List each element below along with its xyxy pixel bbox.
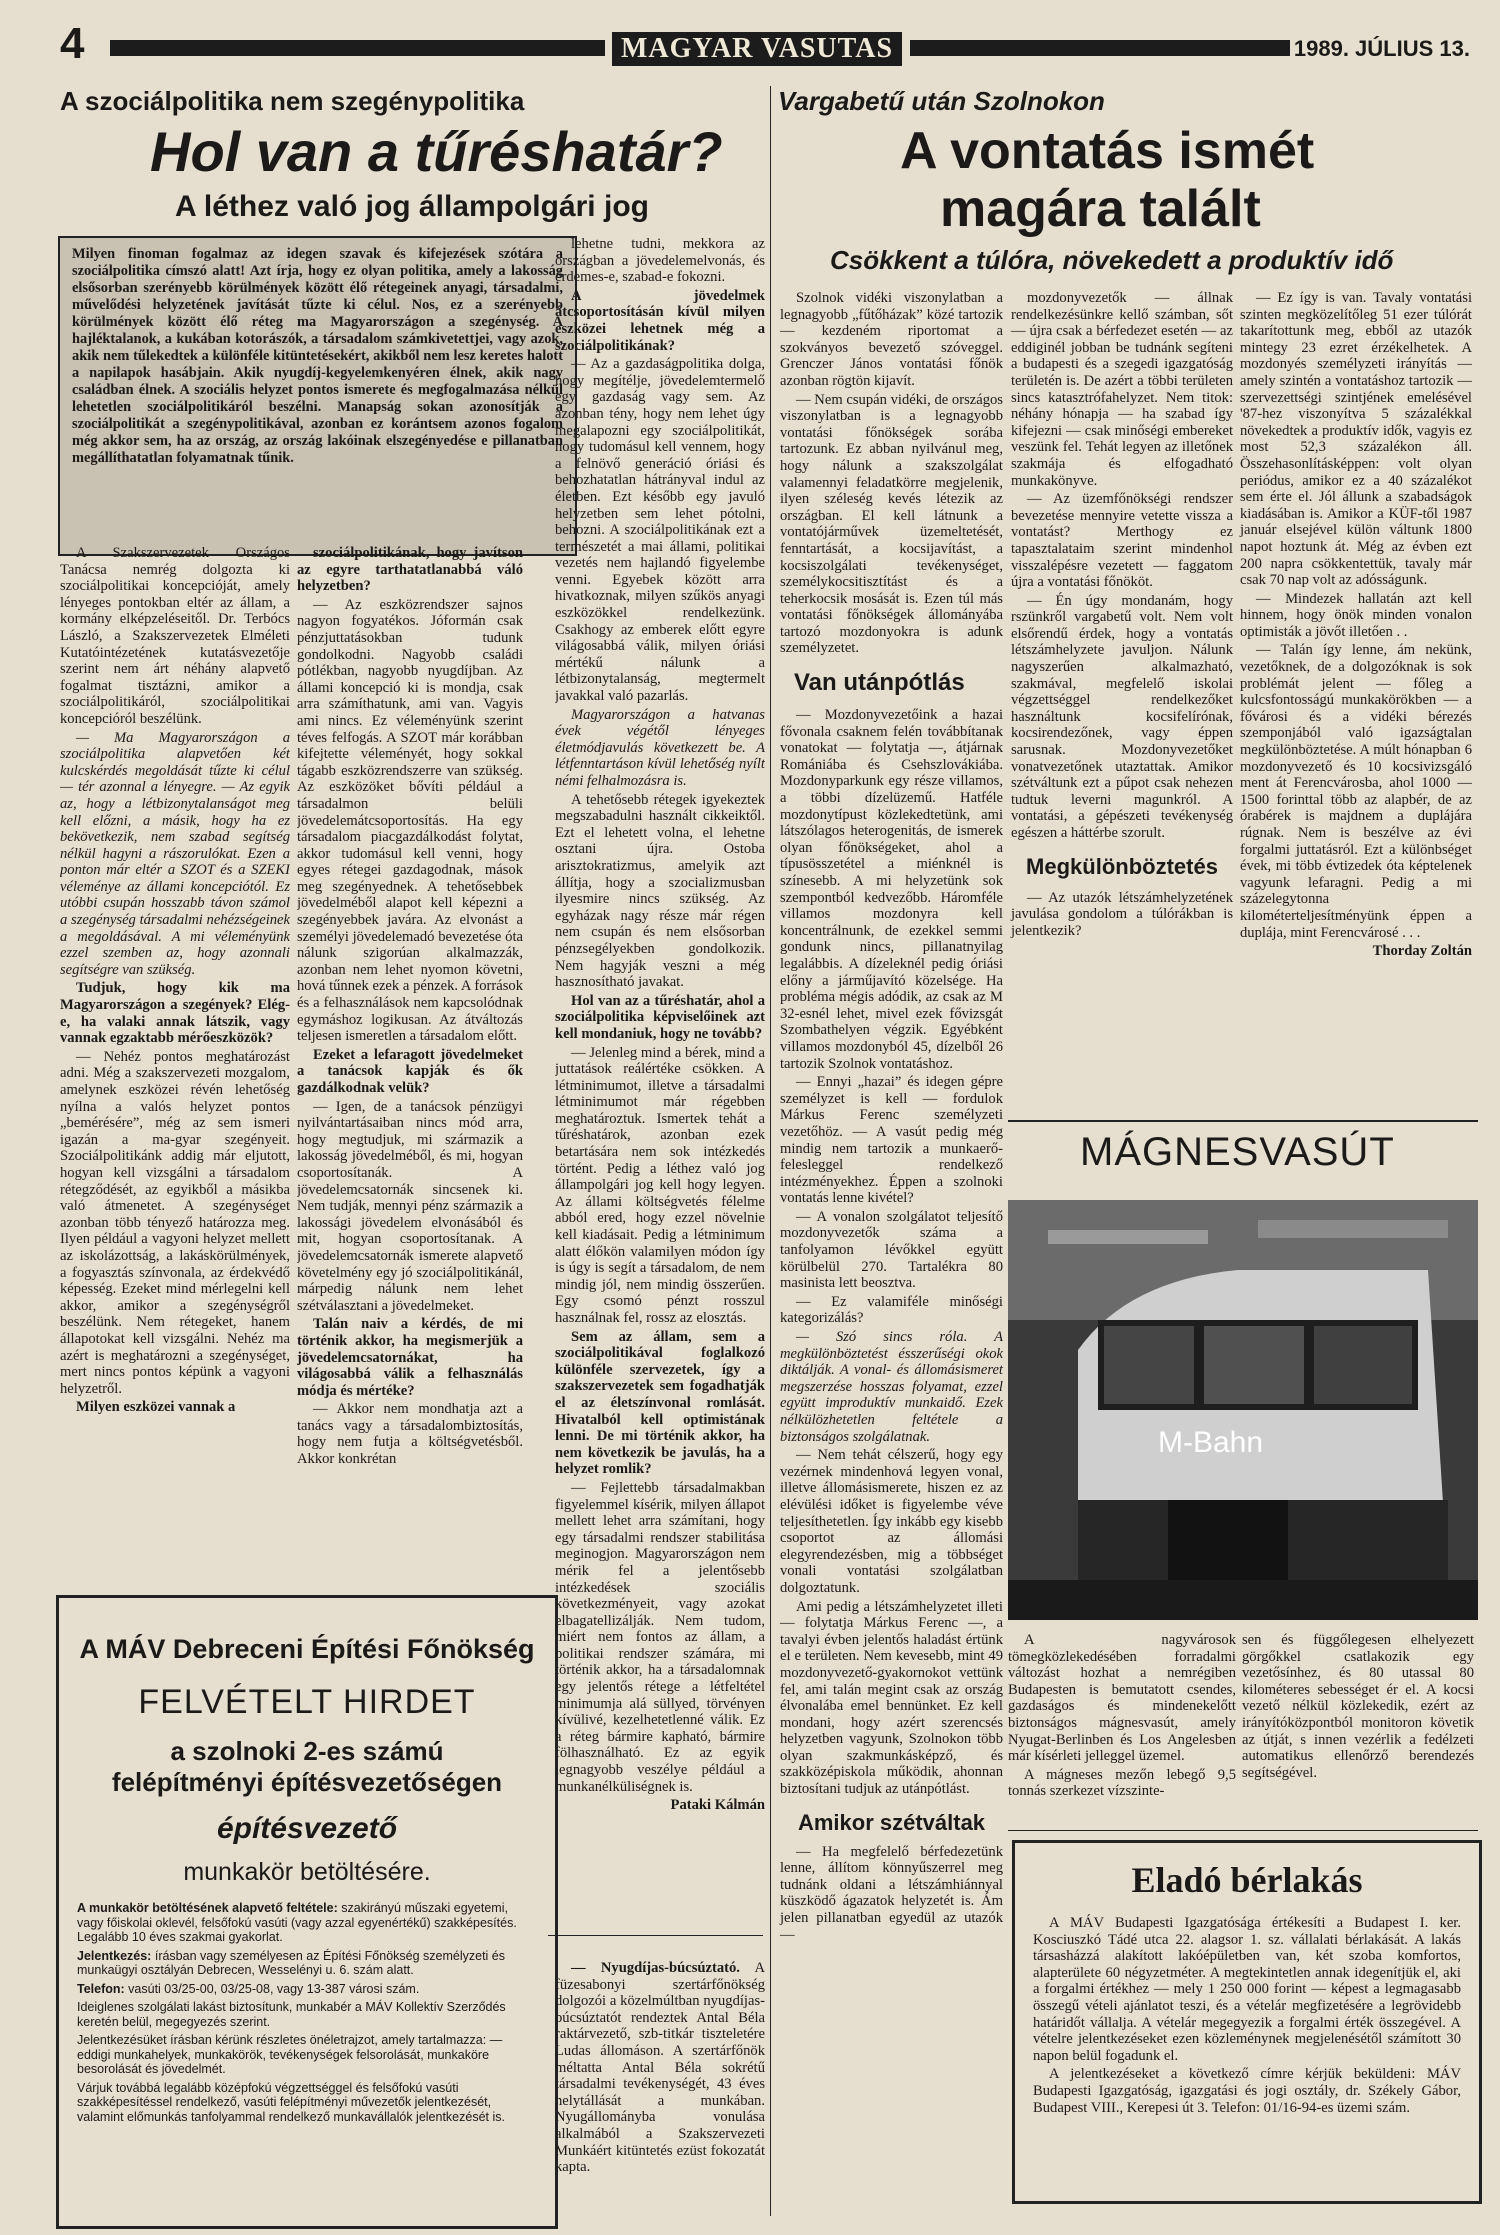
section-utanpotlas: Van utánpótlás <box>794 669 965 697</box>
para: — A vonalon szolgálatot teljesítő mozdonyvezetők száma a tanfolyamon lévőkkel együtt körülbelül 270. Tartalékra 80 masinista lett beosztva. <box>780 1208 1003 1292</box>
para: — Az üzemfőnökségi rendszer bevezetése mennyire vetette vissza a vontatást? Merthogy ez tapasztalataim szerint mindenhol visszalépésre vezetett — faggatom újra a vontatási főnököt. <box>1011 491 1233 591</box>
para: — Szó sincs róla. A megkülönböztetést ésszerűségi okok diktálják. A vonal- és állomásismeret megszerzése hosszas folyamat, ezzel együtt improduktív munkaidő. Ezek nélkülözhetetlen feltétele a biztonságos szolgálatnak. <box>780 1329 1003 1445</box>
left-column-2 <box>297 545 523 1595</box>
para: — Akkor nem mondhatja azt a tanács vagy a társadalombiztosítás, hogy nem futja a költségvetésből. Akkor konkrétan <box>297 1401 523 1468</box>
question: Talán naiv a kérdés, de mi történik akkor, ha megismerjük a jövedelemcsatornákat, ha világosabbá válik a felhasználás módja és mértéke? <box>297 1316 523 1399</box>
para: — Az a gazdaságpolitika dolga, hogy megítélje, jövedelemtermelő egy gazdaság vagy sem. Az azonban tény, hogy nem lehet úgy megalapozni egy szociálpolitikát, hogy tudomásul kell vennem, hogy a felnövő generáció óriási és behozhatatlan hátrányval indul az életben. Ezt később egy javuló helyzetben sem lehet pótolni, behozni. A szociálpolitikának ezt a természetét a mai állami, politikai vezetés nem hajlandó figyelembe venni. Egyebek között arra hivatkoznak, milyen szűkös anyagi eszközökkel rendelkezünk. Csakhogy az emberek előtt egyre világosabbá válik, milyen óriási mértékű nálunk a létbizonytalanság, megtermelt javakkal való pazarlás. <box>555 356 765 705</box>
para: — Fejlettebb társadalmakban figyelemmel kísérik, milyen állapot mellett lehet arra számítani, hogy egy társadalmi rendszer stabilitása meginogjon. Magyarországon nem mérik fel a jelentősebb intézkedések szociális következményeit, vagy azokat elbagatellizálják. Nem tudom, miért nem fontos az állam, a politikai rendszer számára, mi történik akkor, ha a társadalomnak egy jelentős rétege a létfeltétel minimumja alá süllyed, törvényen kívülivé, kezelhetetlenné válik. Ez a réteg bármire kapható, bármire fölhasználható. Ez az egyik legnagyobb veszélye például a munkanélküliségnek is. <box>555 1479 765 1795</box>
magnesvasut-title: MÁGNESVASÚT <box>1080 1130 1395 1174</box>
issue-date: 1989. JÚLIUS 13. <box>1293 36 1470 61</box>
para: A MÁV Budapesti Igazgatósága értékesíti a Budapest I. ker. Kosciuszkó Tádé utca 22. alagsor 1. sz. vállalati bérlakását. A lakás társasházzá alakított lakóépületben van, két szoba komfortos, alapterülete 60 négyzetméter. A megtekintetlen annak idegenítjük el, aki a forgalmi értékhez — mely 1 250 000 forint — képest a legmagasabb összegű vételi ajánlatot teszi, és a vételár megfizetésére a legrövidebb határidőt vállalja. A vételár megegyezik a forgalmi érték összegével. A vételre jelentkezéseket ezen közleménynek megjelenésétől számított 30 napon belül fogadunk el. <box>1033 1915 1461 2064</box>
para: A mágneses mezőn lebegő 9,5 tonnás szerkezet vízszinte- <box>1008 1766 1236 1800</box>
ad-p2-label: Jelentkezés: <box>77 1948 152 1963</box>
notice-text: A füzesabonyi szertárfőnökség dolgozói a közelmúltban nyugdíjas-búcsúztatót rendeztek Antal Béla raktárvezető, szb-titkár tiszteletére Ludas állomáson. A szertárfőnök méltatta Antal Béla sokrétű társadalmi tevékenységét, 43 éves helytállását a munkában. Nyugállományba vonulása alkalmából a Szakszervezeti Munkáért kitüntetés ezüst fokozatát kapta. <box>555 1960 765 2176</box>
left-kicker: A szociálpolitika nem szegénypolitika <box>60 86 525 116</box>
ad-p4: Ideiglenes szolgálati lakást biztosítunk, munkabér a MÁV Kollektív Szerződés keretén belül, megegyezés szerint. <box>77 2000 506 2029</box>
para: A tehetősebb rétegek igyekeztek megszabadulni használt cikkeiktől. Ezt el lehetett volna, el lehetne osztani újra. Ostoba arisztokratizmus, amelyik azt állítja, hogy a szocializmusban ilyesmire nincs szükség. Az egyházak nagy része már régen nem csupán és nem elsősorban pénzsegélyekben gondolkozik. Nem hagyják veszni a még hasznosítható javakat. <box>555 791 765 991</box>
magnesvasut-col1 <box>1008 1632 1236 1802</box>
para: Ami pedig a létszámhelyzetet illeti — folytatja Márkus Ferenc —, a tavalyi évben jelentős haladást értünk el e területen. Nem kevesebb, mint 49 mozdonyvezető-gyakornokot vettünk fel, ami talán megint csak az ország élvonalába emel bennünket. Ez kell mondani, hogy azért szerencsés helyzetben vagyunk, Szolnokon több olyan szakmunkásképző, és szakközépiskola működik, ahonnan biztosítani tudjuk az utánpótlást. <box>780 1598 1003 1798</box>
para: Szolnok vidéki viszonylatban a legnagyobb „fűtőházak” közé tartozik — kezdeném riportomat a szokványos bevezető szóveggel. Grenczer János vontatási főnök azonban rögtön kijavít. <box>780 290 1003 389</box>
ad-line5: építésvezető <box>216 1812 398 1845</box>
para: — Mindezek hallatán azt kell hinnem, hogy önök minden vonalon optimisták a jövőt illetően . . <box>1240 590 1472 640</box>
magnesvasut-col2 <box>1242 1632 1474 1783</box>
mbahn-photo <box>1008 1200 1478 1620</box>
para: — Mozdonyvezetőink a hazai fővonala csaknem felén továbbítanak vonatokat — folytatja —, átjárnak Romániába és Csehszlovákiába. Mozdonyparkunk egy része villamos, a többi dízelüzemű. Hatféle mozdonytípust közlekedtetünk, ami látszólagos heterogenitás, de ismerek olyan főnökségeket, ahol a típusösszetétel a miénknél is színesebb. A mi helyzetünk sok szempontból kedvezőbb. Háromféle villamos mozdonyra kell koncentrálnunk, de ezekkel semmi gondunk nincs, pillanatnyilag legalábbis. A dízeleknél pedig óriási előny a járműjavító közelsége. Ha probléma mégis adódik, az csak az M 32-esnél lehet, mivel ezek fővizsgát Szombathelyen végzik. Egyébként villamos mozdonyból 45, dízelből 26 tartozik Szolnok vontatáshoz. <box>780 707 1003 1072</box>
para: — Ha megfelelő bérfedezetünk lenne, állítom könnyűszerrel meg tudnánk oldani a létszámhiánnyal küszködő ágazatok helyzetét is. Ám jelen pillanatban egyedül az utazók — <box>780 1843 1003 1943</box>
right-headline-2: magára talált <box>940 180 1261 238</box>
ad-line6: munkakör betöltésére. <box>183 1858 431 1886</box>
para: — Ma Magyarországon a szociálpolitika alapvetően két kulcskérdés megoldását tűzte ki célul — tér azonnal a lényegre. — Az egyik az, hogy a létbizonytalanságot meg kell előzni, a másik, hogy ha ez bekövetkezik, nem szabad segítség nélkül hagyni a rászorulókat. Ezen a ponton már eltér a SZOT és a SZEKI véleménye az állami koncepciótól. Ez utóbbi csupán hosszabb távon számol a szegénység társadalmi nehézségeinek a megoldásával. A mi véleményünk ezzel szemben az, hogy azonnali segítségre van szükség. <box>60 729 290 978</box>
mbahn-train-illustration <box>1008 1200 1478 1620</box>
para: sen és függőlegesen elhelyezett görgőkkel csatlakozik egy vezetősínhez, és 80 utassal 80 kilométeres sebességet ér el. A kocsi vezető nélkül közlekedik, ezért az irányítóközpontból monitoron követik az útját, s innen vezérlik a fedélzeti automatikus ellenőrző berendezés segítségével. <box>1242 1632 1474 1781</box>
masthead-bar-left <box>110 40 605 56</box>
para: lehetne tudni, mekkora az országban a jövedelemelvonás, és érdemes-e, szabad-e fokozni. <box>555 236 765 286</box>
question: Hol van az a tűréshatár, ahol a szociálpolitika képviselőinek azt kell mondaniuk, hogy ne tovább? <box>555 992 765 1042</box>
question: Ezeket a lefaragott jövedelmeket a tanácsok kapják és ők gazdálkodnak velük? <box>297 1046 523 1096</box>
question: Milyen eszközei vannak a <box>76 1399 236 1416</box>
para: — Én úgy mondanám, hogy rszünkről vargabetű volt. Nem volt elsőrendű érdek, hogy a vontatás létszámhelyzete javuljon. Nálunk nagyszerűen alkalmazható, szakmával, megfelelő iskolai végzettséggel rendelkezőket használtunk kocsifelírónak, kocsirendezőnek, vagy éppen sarusnak. Mozdonyvezetőket vonatvezetőnek utaztattak. Amikor szétváltunk ezt a pűpot csak nehezen tudtuk leverni magunkról. A vontatási, a gépészeti tevékenység egészen a háttérbe szorult. <box>1011 592 1233 841</box>
right-column-b <box>1011 290 1233 941</box>
right-byline: Thorday Zoltán <box>1372 943 1472 960</box>
para: — Talán így lenne, ám nekünk, vezetőknek, de a dolgozóknak is sok problémát jelent — főleg a kulcsfontosságú munkakörökben — a fővárosi és a vidéki bérezés szemponjából való igazságtalan megkülönböztetése. A múlt hónapban 6 mozdonyvezető és 10 kocsivizsgáló ment át Ferencvárosba, ahol 1000 — 1500 forinttal több az alapbér, de az órabérek is majdnem a duplájára rúgnak. Nem is beszélve az évi forgalmi juttatásról. Ezt a különbséget évek, mi több évtizedek óta képtelenek vagyunk lefaragni. Pedig a mi százelegytonna kilométerteljesítményünk éppen a duplája, mint Ferencvárosé . . . <box>1240 642 1472 941</box>
para: — Az utazók létszámhelyzetének javulása gondolom a túlórákban is jelentkezik? <box>1011 889 1233 939</box>
notice-nyugdijas <box>555 1960 765 2178</box>
para: — Nehéz pontos meghatározást adni. Még a szakszervezeti mozgalom, amelynek eszközei révén lehetőség nyílna a valós helyzet pontos „bemérésére”, még az sem ismeri igazán a ma-gyar szegényeit. Szociálpolitikánk addig már eljutott, hogyan kell vizsgálni a társadalom rétegződését, az egyikből a másikba való átmenetet. A szegénységet azonban több tényező határozza meg. Ilyen például a vagyoni helyzet mellett az iskolázottság, a lakáskörülmények, a fogyasztás színvonala, az érdekvédő képesség. Ezeket mind mérlegelni kell akkor, amikor a szegénységről beszélünk. Nem rétegeket, hanem állapotokat kell vizsgálni. Nehéz ma azért is meghatározni a szegénységet, mert nincs pontos képünk a vagyoni helyzetről. <box>60 1048 290 1397</box>
ad-line4: felépítményi építésvezetőségen <box>111 1767 503 1797</box>
para: Magyarországon a hatvanas évek végétől lényeges életmódjavulás következett be. A létfenntartáson kívül lehetőség nyílt némi felhalmozásra is. <box>555 706 765 789</box>
ad-p3-label: Telefon: <box>77 1981 125 1996</box>
section-megkulonbozetes: Megkülönböztetés <box>1026 853 1218 879</box>
para: — Igen, de a tanácsok pénzügyi nyilvántartásaiban nincs mód arra, hogy megtudjuk, mi származik a lakosság jövedelméből, és mi, hogyan csoportosítanák. A jövedelemcsatornák sincsenek ki. Nem tudják, mennyi pénz származik a lakossági jövedelem elvonásából és mit, hogyan csoportosítanak. A jövedelemcsatornák ismerete alapvető követelmény egy jó szociálpolitikánál, márpedig nálunk nem lehet szétválasztani a jövedelmeket. <box>297 1098 523 1314</box>
para: — Ennyi „hazai” és idegen gépre személyzet is kell — fordulok Márkus Ferenc személyzeti vezetőhöz. — A vasút pedig még mindig nem tartozik a munkaerő-felesleggel rendelkező intézményekhez. Éppen a szolnoki vontatás lenne kivétel? <box>780 1074 1003 1207</box>
left-byline: Pataki Kálmán <box>670 1797 765 1814</box>
ad-p3-text: vasúti 03/25-00, 03/25-08, vagy 13-387 városi szám. <box>128 1981 420 1996</box>
ad-line2: FELVÉTELT HIRDET <box>138 1683 476 1721</box>
right-column-a <box>780 290 1003 1945</box>
divider <box>548 1935 763 1936</box>
para: — Az eszközrendszer sajnos nagyon fogyatékos. Jóformán csak pénzjuttatásokban tudunk gondolkodni. Nagyobb családi pótlékban, nagyobb nyugdíjban. Az állami koncepció ki is mondja, csak arra számíthatunk, ami van. Vagyis ami nincs. Ez véleményünk szerint téves felfogás. A SZOT már korábban kifejtette véleményét, hogy sokkal tágabb eszközrendszerre van szükség. Az eszközöket bővíti például a társadalmon belüli jövedelemátcsoportosítás. Ha egy társadalom piacgazdálkodást folytat, akkor tudomásul kell venni, hogy egyes rétegei gazdagodnak, mások meg szegényednek. A tehetősebbek jövedelméből alapot kell képezni a szegényebbek javára. Az elvonást a személyi jövedelemadó bevezetése óta nálunk szigorúan alkalmazzák, azonban nem lehet nyomon követni, hová tűnnek ezek a pénzek. A források és a felhasználások nem kapcsolódnak egymáshoz logikusan. Az átváltozás teljesen ismeretlen a társadalom előtt. <box>297 596 523 1045</box>
right-column-c <box>1240 290 1472 960</box>
para: A Szakszervezetek Országos Tanácsa nemrég dolgozta ki szociálpolitikai koncepcióját, amely lényeges pontokban eltér az állam, a kormány elképzeléseitől. Dr. Terbócs László, a Szakszervezetek Elméleti Kutatóintézetének kutatásvezetője szerint nem árt néhány alapvető fogalmat tisztázni, amikor a szociálpolitikáról, szociálpolitikai koncepcióról beszélünk. <box>60 545 290 727</box>
ad-body <box>77 1901 537 2124</box>
ad-p5: Jelentkezésüket írásban kérünk részletes önéletrajzot, amely tartalmazza: — eddigi munkahelyek, munkakörök, tevékenységek felsorolását, munkaköre besorolását és jövedelmét. <box>77 2033 503 2076</box>
ad-p1-text: szakirányú műszaki egyetemi, vagy főiskolai oklevél, felsőfokú vasúti (vagy azzal egyenértékű) szakképesítés. Legalább 10 éves szakmai gyakorlat. <box>77 1901 517 1944</box>
paper-title: MAGYAR VASUTAS <box>612 32 902 66</box>
notice-lead: — Nyugdíjas-búcsúztató. <box>571 1960 740 1976</box>
question: Tudjuk, hogy kik ma Magyarországon a szegények? Elég-e, ha valaki annak látszik, vagy vannak egzaktabb mérőeszközök? <box>60 980 290 1047</box>
left-subhead: A léthez való jog állampolgári jog <box>175 190 649 223</box>
job-ad-box <box>56 1595 558 2229</box>
left-lead-box: Milyen finoman fogalmaz az idegen szavak és kifejezések szótára a szociálpolitika címszó alatt! Azt írja, hogy ez olyan politika, amely a lakosság elsősorban szerényebb körülmények között élő rétegeinek anyagi, társadalmi, művelődési helyzetének javítását tűzte ki célul. Nos, ez a szerényebb körülmények között élő réteg ma Magyarországon a szegénység. A hajléktalanok, a kukában kotorászók, a társadalom számkivetettjei, vagy azok, akik nem tűlekedtek a különféle kitüntetésekért, akikből nem lesz keretes halott a napilapok hasábjain. Akik nyugdíj-kegyelemkenyéren élnek, akik nagy családban élnek. A szociális helyzet pontos ismerete és megfogalmazása nélkül lehetetlen szociálpolitikáról beszélni. Manapság sokan azonosítják a szociálpolitikát a szegénypolitikával, azonban ez korántsem azonos fogalom még akkor sem, ha az ország, az ország lakóinak elszegényedése e pillanatban megállíthatatlan folyamatnak tűnik. <box>58 236 577 556</box>
right-subhead: Csökkent a túlóra, növekedett a produktív idő <box>830 245 1394 275</box>
section-amikor: Amikor szétváltak <box>797 1809 986 1835</box>
rental-title: Eladó bérlakás <box>1131 1860 1363 1900</box>
ad-line3: a szolnoki 2-es számú <box>170 1736 444 1766</box>
photo-caption: M-Bahn <box>1158 1426 1264 1459</box>
ad-line1: A MÁV Debreceni Építési Főnökség <box>79 1634 535 1664</box>
ad-p1-label: A munkakör betöltésének alapvető feltétele: <box>77 1901 338 1915</box>
para: — Nem tehát célszerű, hogy egy vezérnek mindenhová legyen vonal, illetve állomásismerete, hiszen ez az elévülési időket is figyelembe véve teljesíthetetlen. Így inkább egy kisebb csoportot az állomási elegyrendezésben, mig a többséget vonali vontatási szolgálatban dolgoztatunk. <box>780 1447 1003 1596</box>
ad-p2-text: írásban vagy személyesen az Építési Főnökség személyzeti és munkaügyi osztályán Debrecen, Wesselényi u. 6. szám alatt. <box>77 1948 506 1977</box>
page-number: 4 <box>60 19 85 68</box>
column-divider <box>770 86 771 2216</box>
para: A nagyvárosok tömegközlekedésében forradalmi változást hozhat a nemrégiben Budapesten is bemutatott csendes, gazdaságos és mindenekelőtt biztonságos mágnesvasút, amely Nyugat-Berlinben és Los Angelesben már kísérleti jelleggel üzemel. <box>1008 1632 1236 1765</box>
rental-body <box>1033 1915 1461 2116</box>
para: — Ez valamiféle minőségi kategorizálás? <box>780 1293 1003 1327</box>
question: szociálpolitikának, hogy javítson az egyre tarthatatlanabbá váló helyzetben? <box>297 545 523 595</box>
rental-ad-box <box>1012 1840 1482 2204</box>
masthead-bar-right <box>910 40 1290 56</box>
para: A jelentkezéseket a következő címre kérjük beküldeni: MÁV Budapesti Igazgatóság, igazgatási és jogi osztály, dr. Székely Gábor, Budapest VIII., Kerepesi út 3. Telefon: 01/16-94-es üzemi szám. <box>1033 2066 1461 2116</box>
left-column-3 <box>555 236 765 1926</box>
ad-p6: Várjuk továbbá legalább középfokú végzettséggel és felsőfokú vasúti szakképesítéssel rendelkező, vasúti felépítményi művezetők jelentkezését, valamint előmunkás tanfolyammal rendelkező munkavállalók jelentkezését is. <box>77 2080 505 2124</box>
divider <box>1008 1830 1478 1831</box>
question: Sem az állam, sem a szociálpolitikával foglalkozó különféle szervezetek, így a szakszervezetek sem fogadhatják el az életszínvonal romlását. Hivatalból kell optimistának lenni. De mi történik akkor, ha nem következik be javulás, ha a helyzet romlik? <box>555 1328 765 1478</box>
right-kicker: Vargabetű után Szolnokon <box>778 86 1105 116</box>
para: — Ez így is van. Tavaly vontatási szinten megközelítőleg 51 ezer túlórát takarítottunk meg, ebből az utazók mintegy 23 ezret érzékelhetek. A mozdonyés személyzeti irányítás — amely szintén a vontatáshoz tartozik — szervezettségi szintjének emelésével '87-hez viszonyítva 5 százalékkal növekedtek a produktív idők, vagyis ez most 52,3 százalékon áll. Összehasonlításképpen: volt olyan periódus, amikor ez a 40 százalékot sem érte el. Jól állunk a szabadságok kiadásában is. Amikor a KÜF-től 1987 január elsejével külön váltunk 1800 napot hoztunk át. Még az évben ezt 200 napra csökkentettük, tavaly már csak 70 nap volt az adósságunk. <box>1240 290 1472 589</box>
question: A jövedelmek átcsoportosításán kívül milyen eszközei lehetnek még a szociálpolitikának? <box>555 287 765 354</box>
left-headline: Hol van a tűréshatár? <box>150 120 723 183</box>
left-column-1 <box>60 545 290 1595</box>
para: — Nem csupán vidéki, de országos viszonylatban is a legnagyobb vontatási főnökségek sorába tartozunk. Ez abban nyilvánul meg, hogy nálunk a szakszolgálat valamennyi feladatkörre megjelenik, ilyen széleség kevés létezik az országban. El kell látnunk a vontatójárművek üzemeltetését, fenntartását, a kocsijavítást, a kocsiszolgálati tevékenységet, személykocsitisztítást és a teherkocsik mosását is. Ezen túl más vontatási főnökségek állományába tartozó mozdonyokra is adunk személyzetet. <box>780 391 1003 657</box>
para: mozdonyvezetők — állnak rendelkezésünkre kellő számban, sőt — újra csak a bérfedezet esetén — az eddiginél jobban be tudnánk segíteni a budapesti és a szegedi igazgatóság területén is. De azért a többi területen sincs katasztrófahelyzet. Nem titok: néhány hónapja — ha szabad így kifejezni — csak minőségi embereket veszünk fel. Tehát legyen az illetőnek szakmája és elfogadható munkakönyve. <box>1011 290 1233 489</box>
divider <box>1008 1120 1478 1122</box>
right-headline-1: A vontatás ismét <box>900 122 1315 180</box>
para: — Jelenleg mind a bérek, mind a juttatások reálértéke csökken. A létminimumot, illetve a társadalmi létminimumot már régebben meghatároztuk. Ismertek tehát a tűréshatárok, azonban ezek betartására nem sok intézkedés történt. Pedig a léthez való jog állampolgári jog kell hogy legyen. Az állami költségvetés félelme abból ered, hogy ezzel növelnie kell kiadásait. Pedig a létminimum alatt élőkön valamilyen módon így is úgy is segít a társadalom, de nem mindig jól, nem mindig összerűen. Egy csomó pénzt rosszul használnak fel, rossz az elosztás. <box>555 1044 765 1326</box>
